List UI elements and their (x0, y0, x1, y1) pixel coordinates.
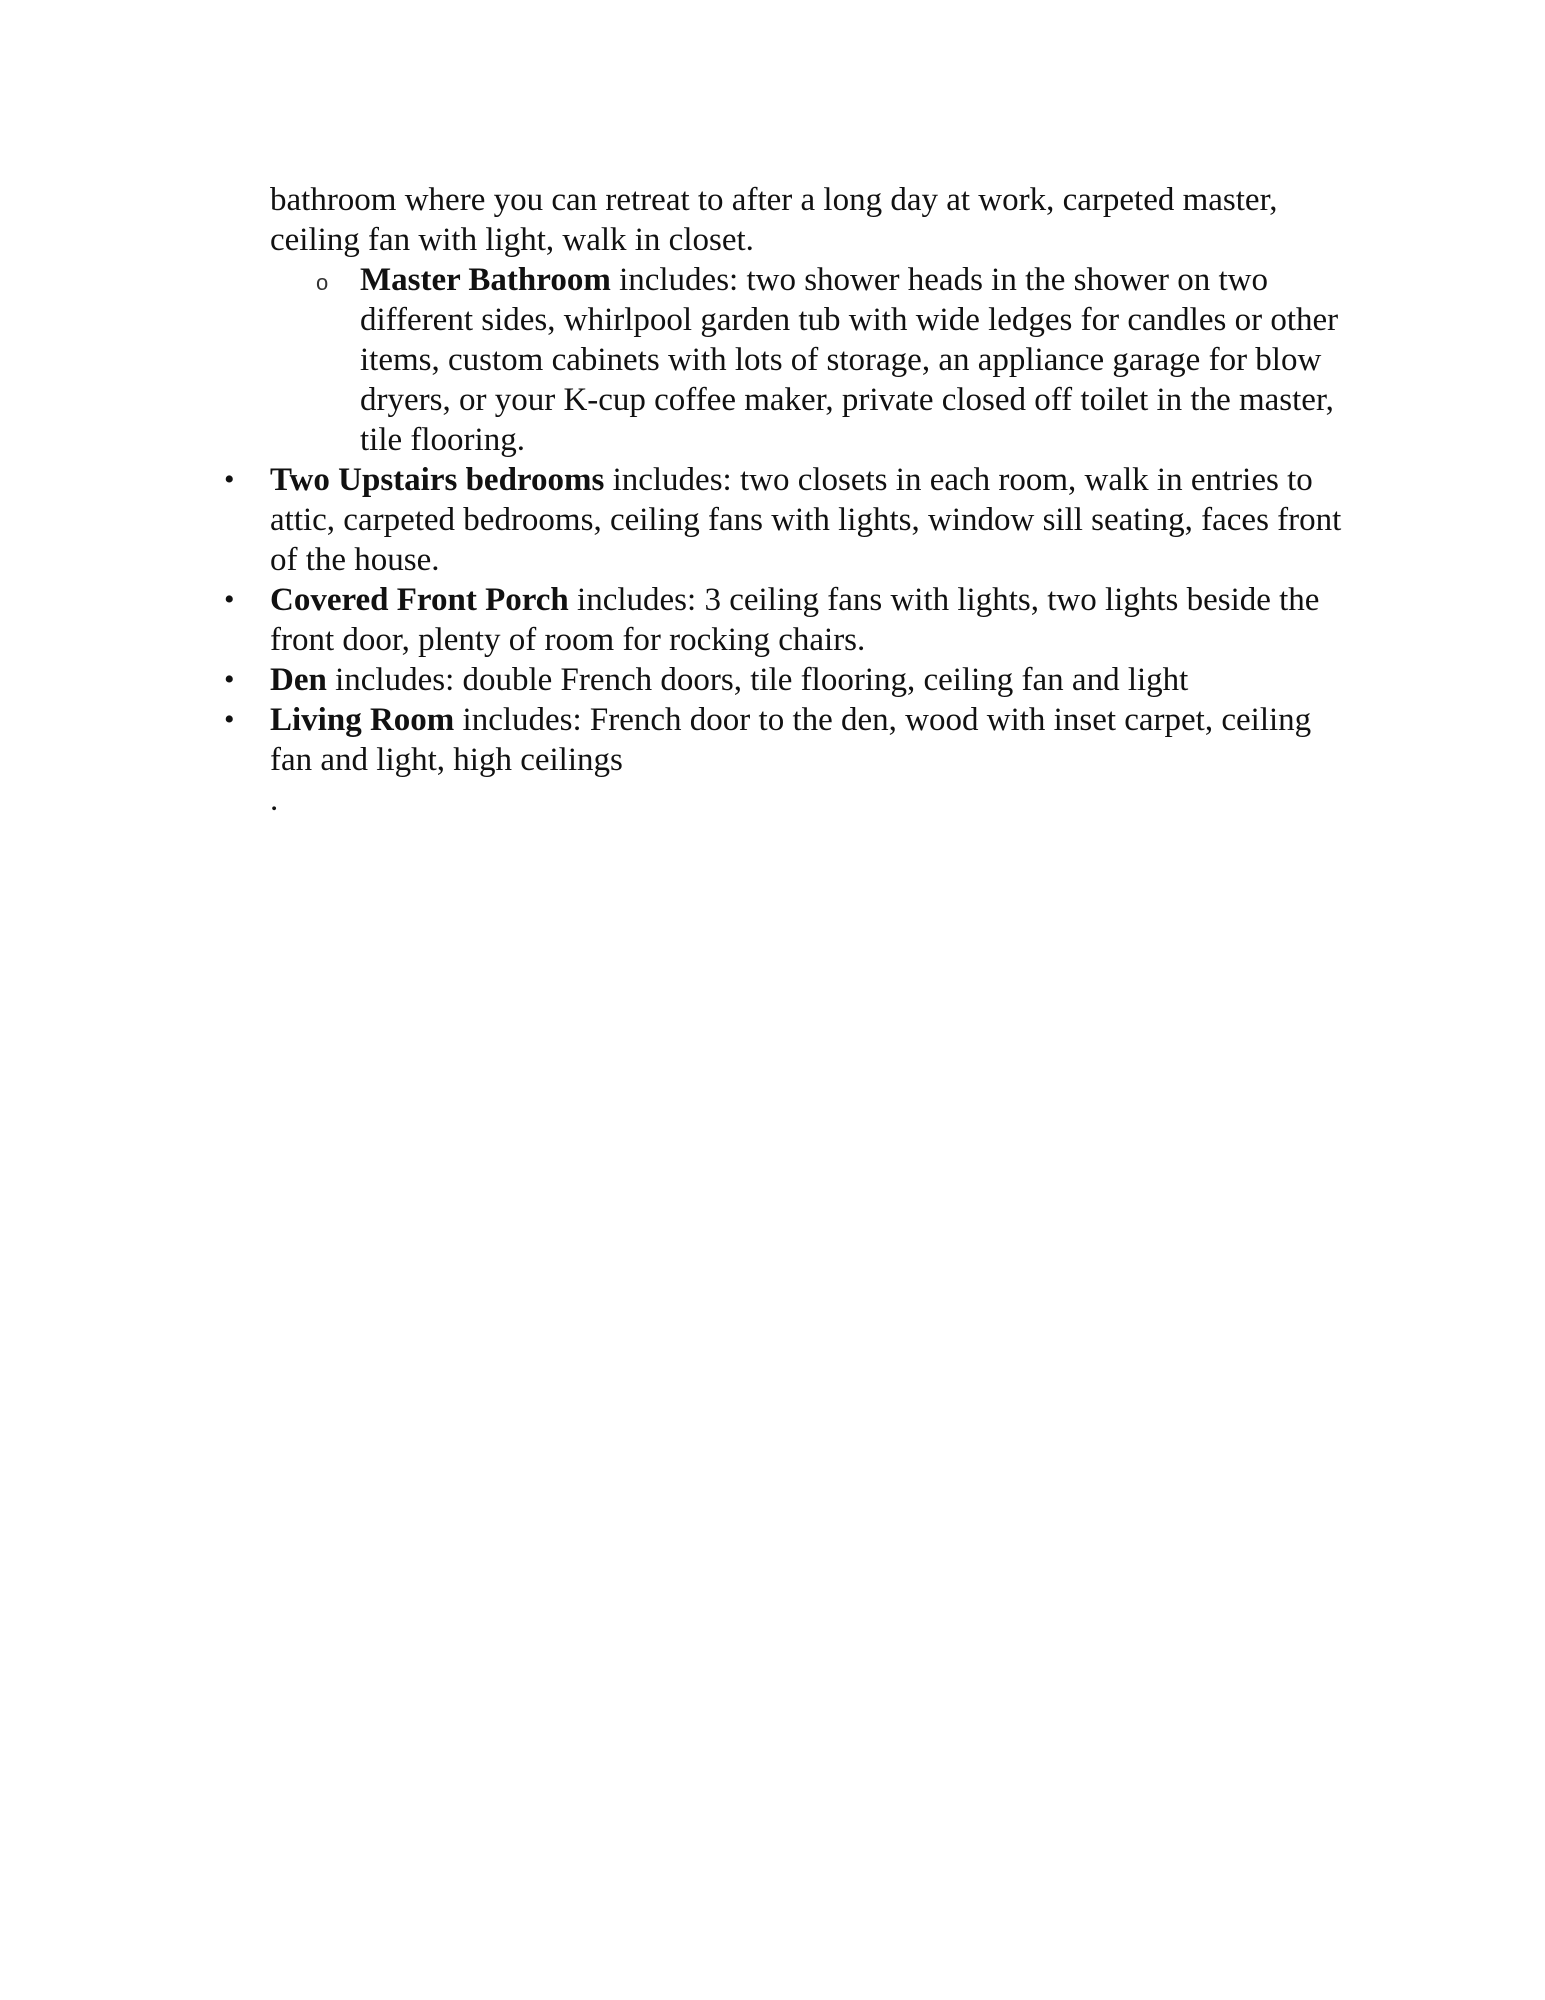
item-text: includes: French door to the den, wood with inset carpet, ceiling fan and light, high ceilings (270, 702, 1312, 778)
item-title: Living Room (270, 702, 455, 738)
item-text: includes: 3 ceiling fans with lights, two lights beside the front door, plenty of room for rocking chairs. (270, 582, 1320, 658)
item-text: includes: two closets in each room, walk in entries to attic, carpeted bedrooms, ceiling fans with lights, window sill seating, faces front of the house. (270, 462, 1342, 578)
bullet-marker: • (224, 583, 235, 616)
continuation-paragraph: bathroom where you can retreat to after a long day at work, carpeted master, ceiling fan with light, walk in closet. (270, 182, 1278, 258)
item-title: Two Upstairs bedrooms (270, 462, 605, 498)
item-title: Master Bathroom (360, 262, 611, 298)
bullet-marker: • (224, 463, 235, 496)
bullet-marker: • (224, 663, 235, 696)
list-item-upstairs-bedrooms (270, 460, 1360, 580)
item-text: includes: two shower heads in the shower on two different sides, whirlpool garden tub with wide ledges for candles or other items, custom cabinets with lots of storage, an appliance garage for blow dryers, or your K-cup coffee maker, private closed off toilet in the master, tile flooring. (360, 262, 1339, 458)
item-title: Den (270, 662, 327, 698)
sub-list-item-master-bathroom (360, 260, 1360, 460)
list-item-living-room (270, 700, 1360, 780)
item-title: Covered Front Porch (270, 582, 569, 618)
bullet-marker: • (224, 703, 235, 736)
item-text: includes: double French doors, tile flooring, ceiling fan and light (326, 662, 1189, 698)
trailing-period: . (270, 782, 279, 818)
list-item-den (270, 660, 1360, 700)
sub-bullet-marker: o (316, 270, 329, 295)
list-item-front-porch (270, 580, 1360, 660)
